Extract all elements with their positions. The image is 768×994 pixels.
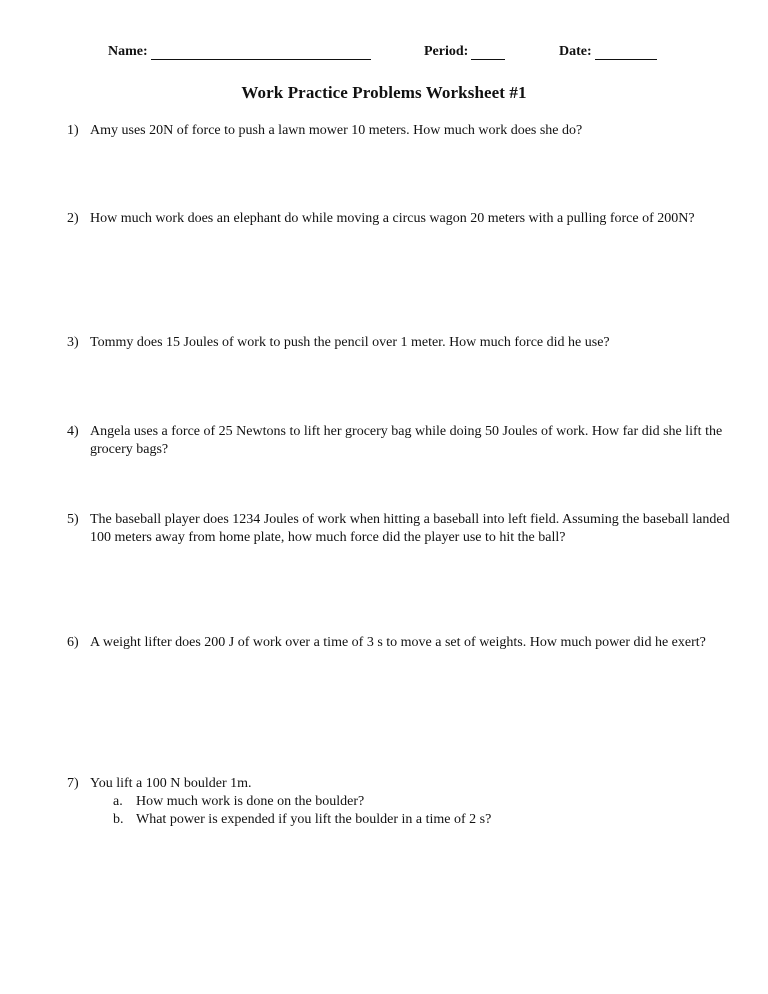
period-label: Period: — [424, 44, 469, 59]
sub-question-letter: b. — [113, 812, 124, 827]
name-label: Name: — [108, 44, 148, 59]
sub-question-text: How much work is done on the boulder? — [136, 794, 365, 809]
problem-number: 1) — [67, 123, 79, 138]
problem-6 — [67, 634, 732, 652]
problem-3 — [67, 334, 732, 352]
name-blank — [151, 45, 371, 60]
name-field — [108, 44, 371, 60]
date-blank — [595, 45, 657, 60]
date-label: Date: — [559, 44, 592, 59]
problem-text: Tommy does 15 Joules of work to push the pencil over 1 meter. How much force did he use? — [90, 335, 610, 350]
sub-question-letter: a. — [113, 794, 123, 809]
problem-5 — [67, 511, 732, 547]
problem-text: A weight lifter does 200 J of work over a time of 3 s to move a set of weights. How much power did he exert? — [90, 635, 706, 650]
sub-question-b — [113, 811, 732, 829]
problem-number: 3) — [67, 335, 79, 350]
problem-2 — [67, 210, 732, 228]
problem-1 — [67, 122, 732, 140]
problem-text: You lift a 100 N boulder 1m. — [90, 776, 252, 791]
problem-number: 2) — [67, 211, 79, 226]
sub-question-text: What power is expended if you lift the boulder in a time of 2 s? — [136, 812, 492, 827]
period-blank — [471, 45, 505, 60]
problem-number: 6) — [67, 635, 79, 650]
problem-4 — [67, 423, 732, 459]
header — [0, 44, 768, 66]
period-field — [424, 44, 505, 60]
page-title: Work Practice Problems Worksheet #1 — [241, 83, 527, 102]
problem-number: 7) — [67, 776, 79, 791]
problem-7 — [67, 775, 732, 829]
problem-number: 4) — [67, 424, 79, 439]
problem-text: The baseball player does 1234 Joules of work when hitting a baseball into left field. Assuming the baseball landed 100 meters away from home plate, how much force did the player use to hit the ball? — [90, 512, 730, 545]
problem-text: How much work does an elephant do while moving a circus wagon 20 meters with a pulling force of 200N? — [90, 211, 695, 226]
problem-text: Angela uses a force of 25 Newtons to lift her grocery bag while doing 50 Joules of work. How far did she lift the grocery bags? — [90, 424, 723, 457]
problem-text: Amy uses 20N of force to push a lawn mower 10 meters. How much work does she do? — [90, 123, 583, 138]
date-field — [559, 44, 657, 60]
sub-question-a — [113, 793, 732, 811]
problem-number: 5) — [67, 512, 79, 527]
